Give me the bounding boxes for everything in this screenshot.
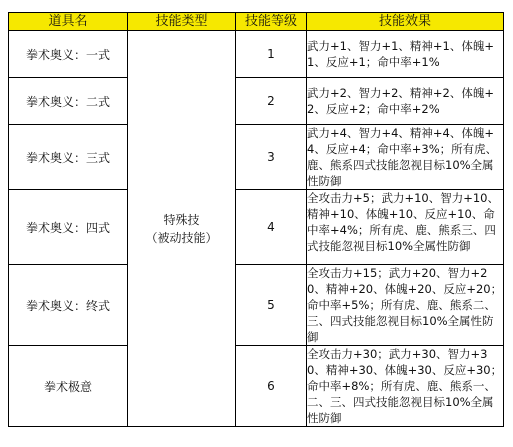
table-header-row: [9, 13, 504, 31]
skill-effect-cell: 全攻击力+15；武力+20、智力+20、精神+20、体魄+20、反应+20；命中率+5%；所有虎、鹿、熊系二、三、四式技能忽视目标10%全属性防御: [307, 266, 503, 344]
table-row: [9, 265, 504, 346]
item-name-cell: 拳术奥义：终式: [9, 265, 128, 346]
table-row: [9, 78, 504, 125]
item-name-cell: 拳术奥义：三式: [9, 125, 128, 190]
skill-effect-cell: 全攻击力+30；武力+30、智力+30、精神+30、体魄+30、反应+30；命中率+8%；所有虎、鹿、熊系一、二、三、四式技能忽视目标10%全属性防御: [307, 347, 503, 425]
header-skill-level: 技能等级: [236, 13, 307, 31]
skill-effect-cell: 全攻击力+5；武力+10、智力+10、精神+10、体魄+10、反应+10、命中率+4%；所有虎、鹿、熊系三、四式技能忽视目标10%全属性防御: [307, 190, 504, 265]
skill-level-cell: 5: [236, 265, 307, 346]
skill-level-cell: 4: [236, 190, 307, 265]
table-row: [9, 125, 504, 190]
skill-type-sublabel: （被动技能）: [145, 230, 218, 245]
skill-level-cell: 2: [236, 78, 307, 125]
skill-level-cell: 6: [236, 346, 307, 427]
skill-level-cell: 1: [236, 31, 307, 78]
table-row: [9, 346, 504, 427]
skill-level-cell: 3: [236, 125, 307, 190]
skill-effect-cell: 武力+2、智力+2、精神+2、体魄+2、反应+2；命中率+2%: [307, 78, 504, 125]
item-name-cell: 拳术奥义：二式: [9, 78, 128, 125]
table-row: [9, 31, 504, 78]
skill-table-container: [8, 12, 504, 427]
item-name-cell: 拳术奥义：四式: [9, 190, 128, 265]
item-name-cell: 拳术极意: [9, 346, 128, 427]
skill-effect-cell: 武力+1、智力+1、精神+1、体魄+1、反应+1；命中率+1%: [307, 31, 504, 78]
header-skill-effect: 技能效果: [307, 13, 504, 31]
skill-type-label: 特殊技: [163, 212, 200, 227]
skill-effect-cell: 武力+4、智力+4、精神+4、体魄+4、反应+4；命中率+3%；所有虎、鹿、熊系四式技能忽视目标10%全属性防御: [307, 125, 504, 190]
header-skill-type: 技能类型: [128, 13, 236, 31]
table-row: [9, 190, 504, 265]
header-item-name: 道具名: [9, 13, 128, 31]
item-name-cell: 拳术奥义：一式: [9, 31, 128, 78]
skill-type-cell: [128, 31, 236, 427]
skill-table: [8, 12, 504, 427]
